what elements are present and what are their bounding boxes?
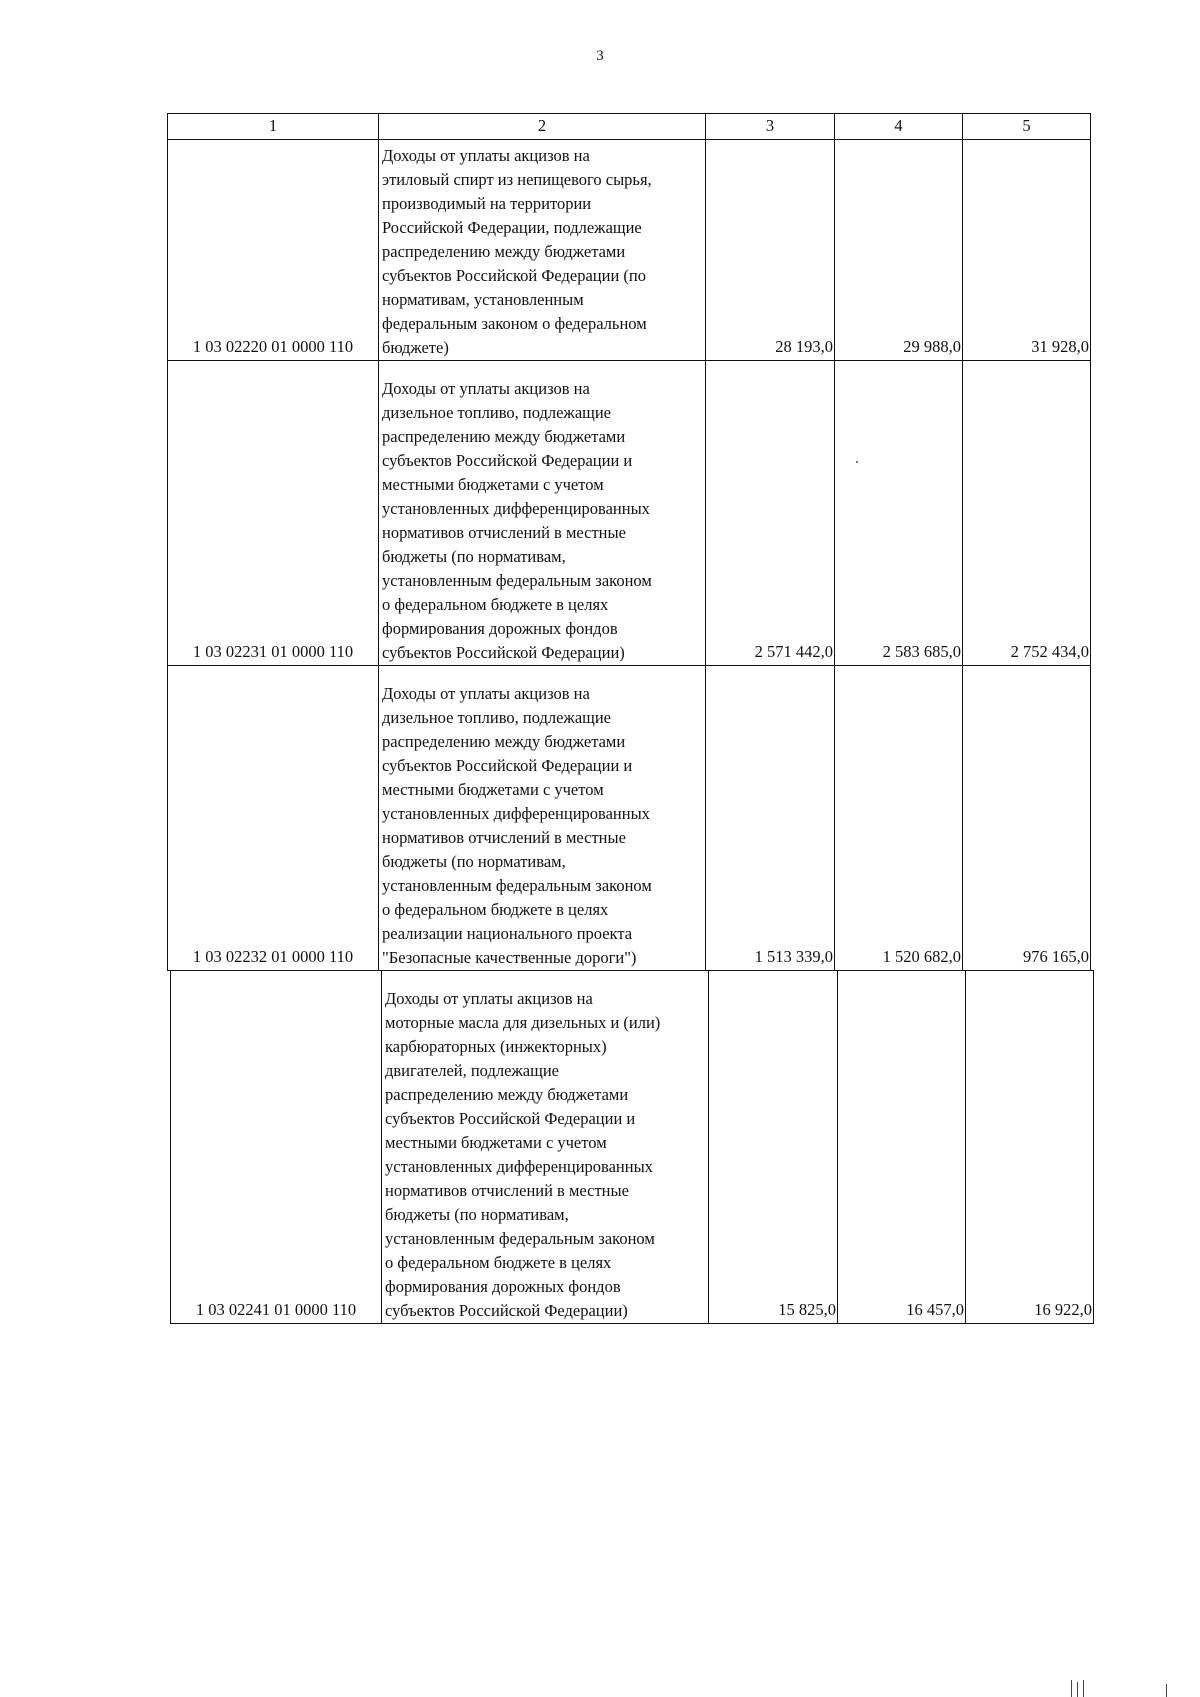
header-cell-3: 3: [706, 114, 835, 140]
scan-edge-mark: [1071, 1680, 1072, 1697]
value-col3: 28 193,0: [706, 140, 835, 361]
income-description: [379, 361, 706, 666]
description-line: двигателей, подлежащие: [385, 1061, 559, 1080]
description-line: установленным федеральным законом: [382, 571, 652, 590]
description-line: распределению между бюджетами: [382, 427, 626, 446]
description-line: установленных дифференцированных: [382, 804, 650, 823]
header-cell-5: 5: [963, 114, 1091, 140]
description-line: распределению между бюджетами: [382, 242, 626, 261]
description-line: о федеральном бюджете в целях: [382, 900, 609, 919]
description-line: распределению между бюджетами: [385, 1085, 629, 1104]
income-code: 1 03 02220 01 0000 110: [168, 140, 379, 361]
income-description: [379, 140, 706, 361]
description-lines: [382, 682, 705, 970]
description-line: установленных дифференцированных: [385, 1157, 653, 1176]
description-line: Доходы от уплаты акцизов на: [385, 989, 593, 1008]
description-lines: [382, 144, 705, 360]
description-line: карбюраторных (инжекторных): [385, 1037, 607, 1056]
description-line: установленных дифференцированных: [382, 499, 650, 518]
description-line: нормативов отчислений в местные: [385, 1181, 629, 1200]
description-line: производимый на территории: [382, 194, 592, 213]
description-line: формирования дорожных фондов: [382, 619, 618, 638]
table-row: [171, 971, 1094, 1324]
income-code: 1 03 02241 01 0000 110: [171, 971, 382, 1324]
description-line: бюджеты (по нормативам,: [382, 547, 566, 566]
value-col3: 15 825,0: [709, 971, 838, 1324]
table-header-row: [168, 114, 1091, 140]
description-line: бюджете): [382, 338, 449, 357]
description-line: установленным федеральным законом: [385, 1229, 655, 1248]
income-description: [382, 971, 709, 1324]
budget-income-table-continued: [170, 970, 1094, 1324]
description-line: нормативов отчислений в местные: [382, 523, 626, 542]
budget-income-table: [167, 113, 1091, 971]
table-row: [168, 361, 1091, 666]
value-col4: 16 457,0: [838, 971, 966, 1324]
value-col5: 2 752 434,0: [963, 361, 1091, 666]
description-line: нормативам, установленным: [382, 290, 584, 309]
value-col3: 2 571 442,0: [706, 361, 835, 666]
description-line: местными бюджетами с учетом: [382, 475, 604, 494]
description-line: о федеральном бюджете в целях: [382, 595, 609, 614]
description-line: субъектов Российской Федерации (по: [382, 266, 646, 285]
value-col4: 2 583 685,0: [835, 361, 963, 666]
page-number: 3: [596, 48, 604, 64]
description-line: местными бюджетами с учетом: [382, 780, 604, 799]
header-cell-4: 4: [835, 114, 963, 140]
description-line: Доходы от уплаты акцизов на: [382, 379, 590, 398]
income-code: 1 03 02231 01 0000 110: [168, 361, 379, 666]
value-col3: 1 513 339,0: [706, 666, 835, 971]
value-col5: 31 928,0: [963, 140, 1091, 361]
description-line: нормативов отчислений в местные: [382, 828, 626, 847]
table-row: [168, 140, 1091, 361]
description-line: о федеральном бюджете в целях: [385, 1253, 612, 1272]
scan-edge-mark: [1166, 1684, 1167, 1697]
description-line: этиловый спирт из непищевого сырья,: [382, 170, 652, 189]
description-line: федеральным законом о федеральном: [382, 314, 647, 333]
description-line: субъектов Российской Федерации и: [382, 756, 633, 775]
description-line: субъектов Российской Федерации): [385, 1301, 628, 1320]
description-line: моторные масла для дизельных и (или): [385, 1013, 661, 1032]
description-line: реализации национального проекта: [382, 924, 633, 943]
scan-speck: [856, 461, 858, 463]
description-lines: [382, 377, 705, 665]
description-lines: [385, 987, 708, 1323]
value-col5: 16 922,0: [966, 971, 1094, 1324]
description-line: субъектов Российской Федерации и: [385, 1109, 636, 1128]
header-cell-2: 2: [379, 114, 706, 140]
description-line: Доходы от уплаты акцизов на: [382, 684, 590, 703]
value-col4: 29 988,0: [835, 140, 963, 361]
description-line: Доходы от уплаты акцизов на: [382, 146, 590, 165]
description-line: распределению между бюджетами: [382, 732, 626, 751]
description-line: бюджеты (по нормативам,: [385, 1205, 569, 1224]
header-cell-1: 1: [168, 114, 379, 140]
description-line: субъектов Российской Федерации): [382, 643, 625, 662]
income-code: 1 03 02232 01 0000 110: [168, 666, 379, 971]
description-line: местными бюджетами с учетом: [385, 1133, 607, 1152]
description-line: дизельное топливо, подлежащие: [382, 708, 612, 727]
value-col5: 976 165,0: [963, 666, 1091, 971]
description-line: дизельное топливо, подлежащие: [382, 403, 612, 422]
description-line: "Безопасные качественные дороги"): [382, 948, 637, 967]
description-line: бюджеты (по нормативам,: [382, 852, 566, 871]
value-col4: 1 520 682,0: [835, 666, 963, 971]
description-line: формирования дорожных фондов: [385, 1277, 621, 1296]
table-row: [168, 666, 1091, 971]
description-line: субъектов Российской Федерации и: [382, 451, 633, 470]
description-line: Российской Федерации, подлежащие: [382, 218, 642, 237]
description-line: установленным федеральным законом: [382, 876, 652, 895]
scan-edge-mark: [1077, 1682, 1078, 1697]
income-description: [379, 666, 706, 971]
scan-edge-mark: [1083, 1680, 1084, 1697]
